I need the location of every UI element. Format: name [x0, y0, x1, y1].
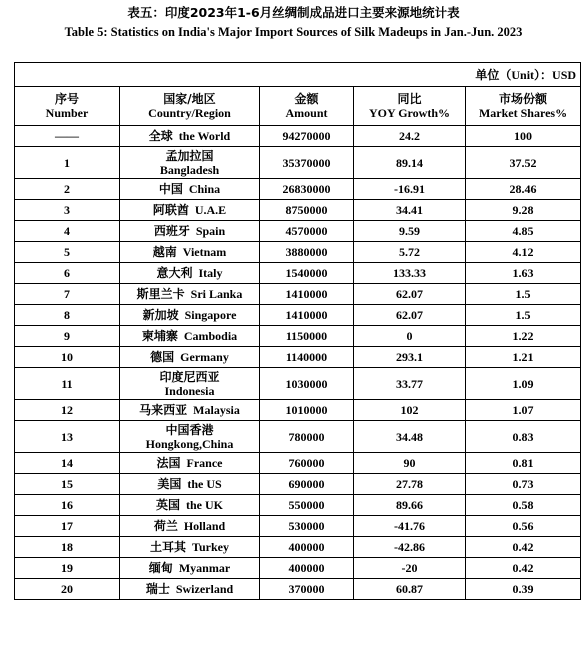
row-number: 18: [15, 537, 120, 558]
row-country: [120, 368, 260, 400]
country-name-en: Bangladesh: [159, 162, 220, 177]
header-share: [466, 87, 581, 126]
row-country: [120, 495, 260, 516]
row-amount: 1150000: [260, 326, 354, 347]
table-row: [15, 453, 581, 474]
row-country: [120, 579, 260, 600]
row-share: 4.85: [466, 221, 581, 242]
row-amount: 780000: [260, 421, 354, 453]
row-share: 0.42: [466, 558, 581, 579]
country-name-en: Malaysia: [193, 403, 240, 417]
country-name-en: Spain: [195, 224, 226, 238]
table-row: [15, 368, 581, 400]
row-yoy: 62.07: [354, 305, 466, 326]
row-amount: 1030000: [260, 368, 354, 400]
country-name-cn: 土耳其: [150, 540, 187, 554]
country-name-cn: 中国: [158, 182, 183, 196]
row-amount: 370000: [260, 579, 354, 600]
country-name-en: Germany: [180, 350, 229, 364]
row-yoy: 27.78: [354, 474, 466, 495]
row-number: 1: [15, 147, 120, 179]
table-row: [15, 558, 581, 579]
row-number: 15: [15, 474, 120, 495]
row-yoy: 24.2: [354, 126, 466, 147]
country-name-en: Hongkong,China: [145, 436, 234, 451]
header-amount-cn: 金额: [294, 92, 319, 106]
unit-label: 单位（Unit）：USD: [15, 63, 581, 87]
country-name-en: China: [188, 182, 221, 196]
row-share: 1.09: [466, 368, 581, 400]
header-number: [15, 87, 120, 126]
row-amount: 3880000: [260, 242, 354, 263]
table-row: [15, 579, 581, 600]
row-share: 0.42: [466, 537, 581, 558]
header-country: [120, 87, 260, 126]
row-amount: 35370000: [260, 147, 354, 179]
row-amount: 400000: [260, 558, 354, 579]
country-name-en: Singapore: [184, 308, 237, 322]
row-yoy: 89.66: [354, 495, 466, 516]
row-amount: 1140000: [260, 347, 354, 368]
country-name-en: the US: [187, 477, 222, 491]
country-name-cn: 马来西亚: [139, 403, 188, 417]
row-amount: 1540000: [260, 263, 354, 284]
row-share: 0.39: [466, 579, 581, 600]
row-yoy: 9.59: [354, 221, 466, 242]
header-country-en: Country/Region: [148, 106, 231, 120]
header-number-en: Number: [45, 106, 89, 120]
table-row: [15, 179, 581, 200]
row-country: [120, 474, 260, 495]
header-amount: [260, 87, 354, 126]
table-row: [15, 474, 581, 495]
table-row: [15, 147, 581, 179]
country-name-cn: 英国: [155, 498, 180, 512]
country-name-cn: 缅甸: [148, 561, 173, 575]
row-country: [120, 558, 260, 579]
header-yoy-en: YOY Growth%: [369, 106, 450, 120]
row-number: 4: [15, 221, 120, 242]
row-number: 8: [15, 305, 120, 326]
row-share: 1.21: [466, 347, 581, 368]
country-name-cn: 瑞士: [145, 582, 170, 596]
row-amount: 760000: [260, 453, 354, 474]
row-share: 1.5: [466, 305, 581, 326]
row-yoy: 0: [354, 326, 466, 347]
header-yoy: [354, 87, 466, 126]
country-name-cn: 柬埔寨: [141, 329, 178, 343]
header-country-cn: 国家/地区: [163, 92, 216, 106]
row-number: 6: [15, 263, 120, 284]
country-name-en: France: [186, 456, 223, 470]
row-number: 20: [15, 579, 120, 600]
country-name-cn: 印度尼西亚: [159, 369, 220, 384]
row-number: 11: [15, 368, 120, 400]
row-yoy: -20: [354, 558, 466, 579]
row-country: [120, 400, 260, 421]
row-number: 13: [15, 421, 120, 453]
row-amount: 26830000: [260, 179, 354, 200]
row-amount: 1410000: [260, 305, 354, 326]
row-share: 100: [466, 126, 581, 147]
table-row: [15, 516, 581, 537]
row-share: 37.52: [466, 147, 581, 179]
header-share-en: Market Shares%: [478, 106, 568, 120]
row-number: 9: [15, 326, 120, 347]
country-name-cn: 斯里兰卡: [136, 287, 185, 301]
row-number: 2: [15, 179, 120, 200]
table-row: [15, 221, 581, 242]
row-yoy: 34.41: [354, 200, 466, 221]
country-name-en: Italy: [198, 266, 223, 280]
row-yoy: 133.33: [354, 263, 466, 284]
row-amount: 1410000: [260, 284, 354, 305]
row-amount: 94270000: [260, 126, 354, 147]
row-amount: 550000: [260, 495, 354, 516]
row-country: [120, 516, 260, 537]
row-number: 16: [15, 495, 120, 516]
row-country: [120, 242, 260, 263]
import-sources-table: [14, 62, 581, 600]
country-name-cn: 越南: [152, 245, 177, 259]
row-share: 0.81: [466, 453, 581, 474]
row-number: 7: [15, 284, 120, 305]
row-country: [120, 305, 260, 326]
row-number: 14: [15, 453, 120, 474]
row-share: 4.12: [466, 242, 581, 263]
row-number: 5: [15, 242, 120, 263]
table-row: [15, 305, 581, 326]
table-row: [15, 326, 581, 347]
country-name-cn: 中国香港: [165, 422, 214, 437]
table-row: [15, 200, 581, 221]
row-share: 1.5: [466, 284, 581, 305]
row-share: 28.46: [466, 179, 581, 200]
country-name-en: the World: [178, 129, 231, 143]
row-yoy: 102: [354, 400, 466, 421]
row-number: 12: [15, 400, 120, 421]
country-name-cn: 阿联酋: [152, 203, 189, 217]
row-share: 0.58: [466, 495, 581, 516]
row-number: ——: [15, 126, 120, 147]
row-amount: 400000: [260, 537, 354, 558]
country-name-en: U.A.E: [194, 203, 227, 217]
row-number: 17: [15, 516, 120, 537]
table-row: [15, 263, 581, 284]
row-country: [120, 453, 260, 474]
country-name-cn: 新加坡: [142, 308, 179, 322]
country-name-en: Sri Lanka: [190, 287, 243, 301]
row-share: 0.83: [466, 421, 581, 453]
country-name-cn: 意大利: [156, 266, 193, 280]
row-yoy: 33.77: [354, 368, 466, 400]
country-name-cn: 法国: [156, 456, 181, 470]
country-name-en: Turkey: [192, 540, 229, 554]
row-yoy: 89.14: [354, 147, 466, 179]
country-name-cn: 西班牙: [153, 224, 190, 238]
country-name-en: Indonesia: [164, 383, 215, 398]
country-name-cn: 孟加拉国: [165, 148, 214, 163]
row-share: 1.07: [466, 400, 581, 421]
row-amount: 1010000: [260, 400, 354, 421]
row-yoy: 5.72: [354, 242, 466, 263]
row-country: [120, 147, 260, 179]
table-row: [15, 400, 581, 421]
row-yoy: 34.48: [354, 421, 466, 453]
header-amount-en: Amount: [285, 106, 328, 120]
row-country: [120, 200, 260, 221]
row-amount: 690000: [260, 474, 354, 495]
table-row: [15, 284, 581, 305]
row-country: [120, 126, 260, 147]
table-row: [15, 421, 581, 453]
row-country: [120, 347, 260, 368]
row-yoy: 293.1: [354, 347, 466, 368]
country-name-en: Holland: [183, 519, 226, 533]
country-name-en: Myanmar: [178, 561, 231, 575]
header-share-cn: 市场份额: [499, 92, 548, 106]
row-share: 0.73: [466, 474, 581, 495]
row-yoy: 60.87: [354, 579, 466, 600]
row-country: [120, 537, 260, 558]
row-yoy: 62.07: [354, 284, 466, 305]
row-amount: 4570000: [260, 221, 354, 242]
table-row: [15, 242, 581, 263]
row-country: [120, 221, 260, 242]
row-amount: 8750000: [260, 200, 354, 221]
country-name-cn: 德国: [150, 350, 175, 364]
row-share: 1.63: [466, 263, 581, 284]
row-country: [120, 284, 260, 305]
row-share: 1.22: [466, 326, 581, 347]
row-country: [120, 263, 260, 284]
country-name-en: Cambodia: [183, 329, 238, 343]
row-share: 0.56: [466, 516, 581, 537]
row-country: [120, 421, 260, 453]
row-yoy: 90: [354, 453, 466, 474]
row-number: 19: [15, 558, 120, 579]
country-name-en: the UK: [186, 498, 223, 512]
row-country: [120, 326, 260, 347]
row-yoy: -42.86: [354, 537, 466, 558]
country-name-cn: 荷兰: [153, 519, 178, 533]
table-title-chinese: 表五：印度2023年1-6月丝绸制成品进口主要来源地统计表: [127, 5, 460, 20]
table-row: [15, 537, 581, 558]
row-number: 10: [15, 347, 120, 368]
table-title-english: Table 5: Statistics on India's Major Import Sources of Silk Madeups in Jan.-Jun. 2023: [64, 25, 523, 39]
row-share: 9.28: [466, 200, 581, 221]
row-yoy: -16.91: [354, 179, 466, 200]
country-name-en: Vietnam: [182, 245, 227, 259]
table-row: [15, 126, 581, 147]
country-name-cn: 美国: [157, 477, 182, 491]
header-number-cn: 序号: [54, 92, 79, 106]
country-name-en: Swizerland: [175, 582, 234, 596]
country-name-cn: 全球: [148, 129, 173, 143]
header-yoy-cn: 同比: [397, 92, 422, 106]
table-row: [15, 347, 581, 368]
row-amount: 530000: [260, 516, 354, 537]
row-country: [120, 179, 260, 200]
header-row: [15, 87, 581, 126]
row-yoy: -41.76: [354, 516, 466, 537]
row-number: 3: [15, 200, 120, 221]
table-row: [15, 495, 581, 516]
